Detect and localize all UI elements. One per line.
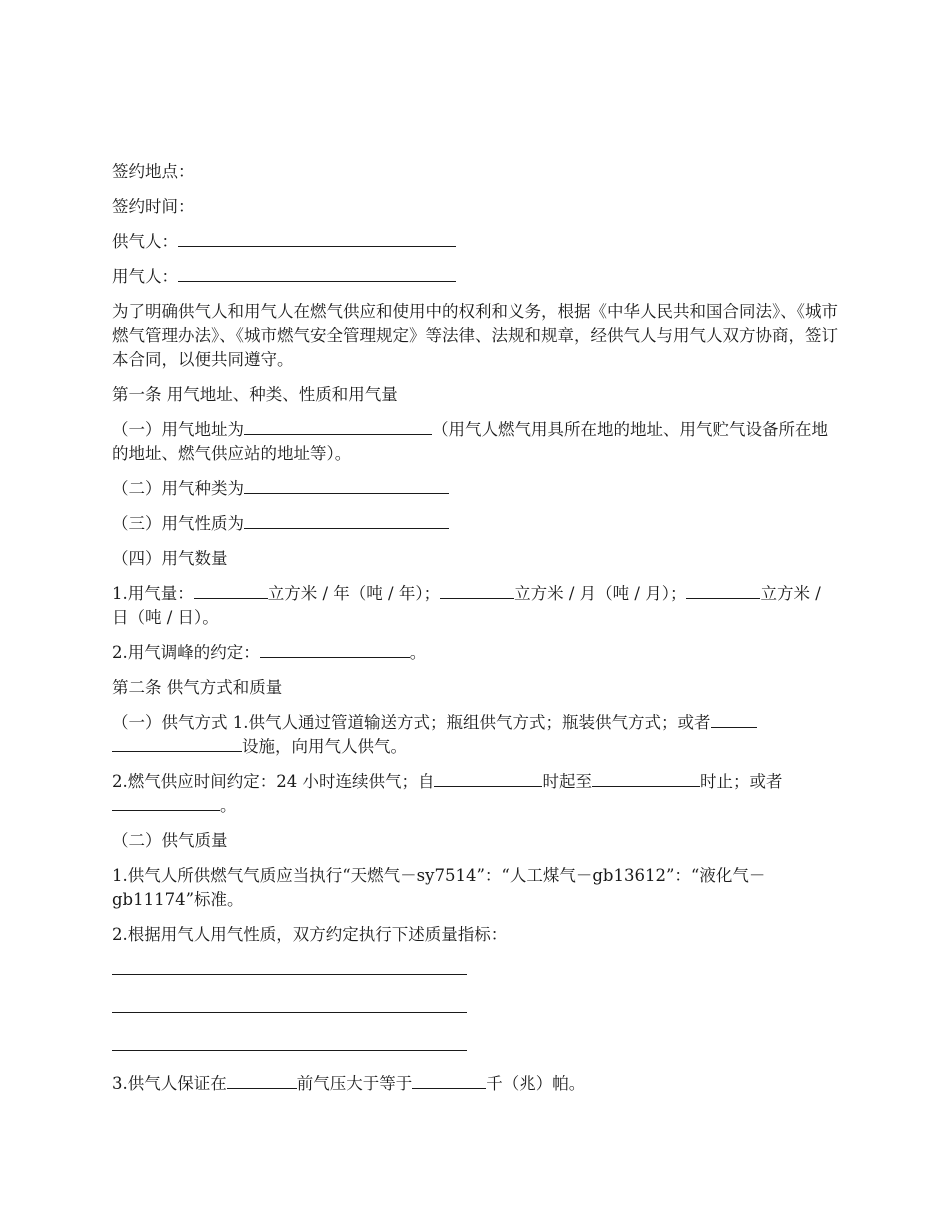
quantity-day-unit: 立方米 / 日（吨 / 日）。 [112,584,821,627]
article-1-title: 第一条 用气地址、种类、性质和用气量 [112,385,398,404]
supply-quality-heading: （二）供气质量 [112,831,228,850]
quality-standard-clause: 1.供气人所供燃气气质应当执行“天燃气－sy7514”：“人工煤气－gb13612”：“液化气－gb11174”标准。 [112,866,766,909]
gas-quantity-heading: （四）用气数量 [112,549,228,568]
quality-indicator-clause: 2.根据用气人用气性质，双方约定执行下述质量指标： [112,925,508,944]
supply-method-blank-1 [711,711,757,728]
peak-blank [260,641,410,658]
quantity-day-blank [686,582,760,599]
intro-paragraph: 为了明确供气人和用气人在燃气供应和使用中的权利和义务，根据《中华人民共和国合同法》、《城市燃气管理办法》、《城市燃气安全管理规定》等法律、法规和规章，经供气人与用气人双方协商，签订本合同，以便共同遵守。 [112,302,838,369]
supply-time-clause [112,770,840,818]
quantity-year-blank [194,582,268,599]
supplier-blank [178,230,456,247]
contract-body [112,160,840,1107]
supply-alt-blank [112,794,220,811]
pressure-prefix: 3.供气人保证在 [112,1074,227,1093]
address-blank [244,418,432,435]
sign-time-label: 签约时间： [112,197,195,216]
pressure-clause [112,1072,840,1096]
quality-blank-line-2 [112,996,467,1013]
gas-nature-clause [112,512,840,536]
gas-type-label: （二）用气种类为 [112,479,244,498]
quality-blank-line-1 [112,958,467,975]
supply-end-blank [592,770,700,787]
supply-time-mid: 时起至 [542,772,592,791]
sign-place-line [112,160,840,184]
address-prefix: （一）用气地址为 [112,420,244,439]
gas-nature-label: （三）用气性质为 [112,514,244,533]
quality-blank-line-3 [112,1034,467,1051]
peak-clause [112,641,840,665]
quantity-prefix: 1.用气量： [112,584,194,603]
supply-method-suffix: 设施，向用气人供气。 [242,737,407,756]
user-label: 用气人： [112,267,178,286]
user-blank [178,265,456,282]
address-clause [112,418,840,466]
address-suffix: （用气人燃气用具所在地的地址、用气贮气设备所在地的地址、燃气供应站的地址等）。 [112,420,828,463]
pressure-mid: 前气压大于等于 [296,1074,413,1093]
supplier-line [112,230,840,254]
peak-suffix: 。 [409,643,427,662]
pressure-suffix: 千（兆）帕。 [486,1074,586,1093]
quantity-month-unit: 立方米 / 月（吨 / 月）； [514,584,687,603]
sign-time-line [112,195,840,219]
user-line [112,265,840,289]
supply-time-prefix: 2.燃气供应时间约定：24 小时连续供气；自 [112,772,435,791]
pressure-value-blank [412,1072,486,1089]
supply-method-blank-2 [112,735,242,752]
supply-time-end: 时止；或者 [699,772,783,791]
quantity-year-unit: 立方米 / 年（吨 / 年）； [267,584,441,603]
gas-nature-blank [244,512,449,529]
gas-type-blank [244,477,449,494]
supply-time-suffix: 。 [220,796,237,815]
article-2-title: 第二条 供气方式和质量 [112,678,283,697]
supplier-label: 供气人： [112,232,178,251]
supply-method-prefix: （一）供气方式 1.供气人通过管道输送方式；瓶组供气方式；瓶装供气方式；或者 [112,713,711,732]
peak-prefix: 2.用气调峰的约定： [112,643,260,662]
supply-start-blank [434,770,542,787]
gas-type-clause [112,477,840,501]
pressure-time-blank [227,1072,297,1089]
sign-place-label: 签约地点： [112,162,195,181]
quantity-month-blank [440,582,514,599]
quantity-clause [112,582,840,630]
supply-method-clause [112,711,840,759]
